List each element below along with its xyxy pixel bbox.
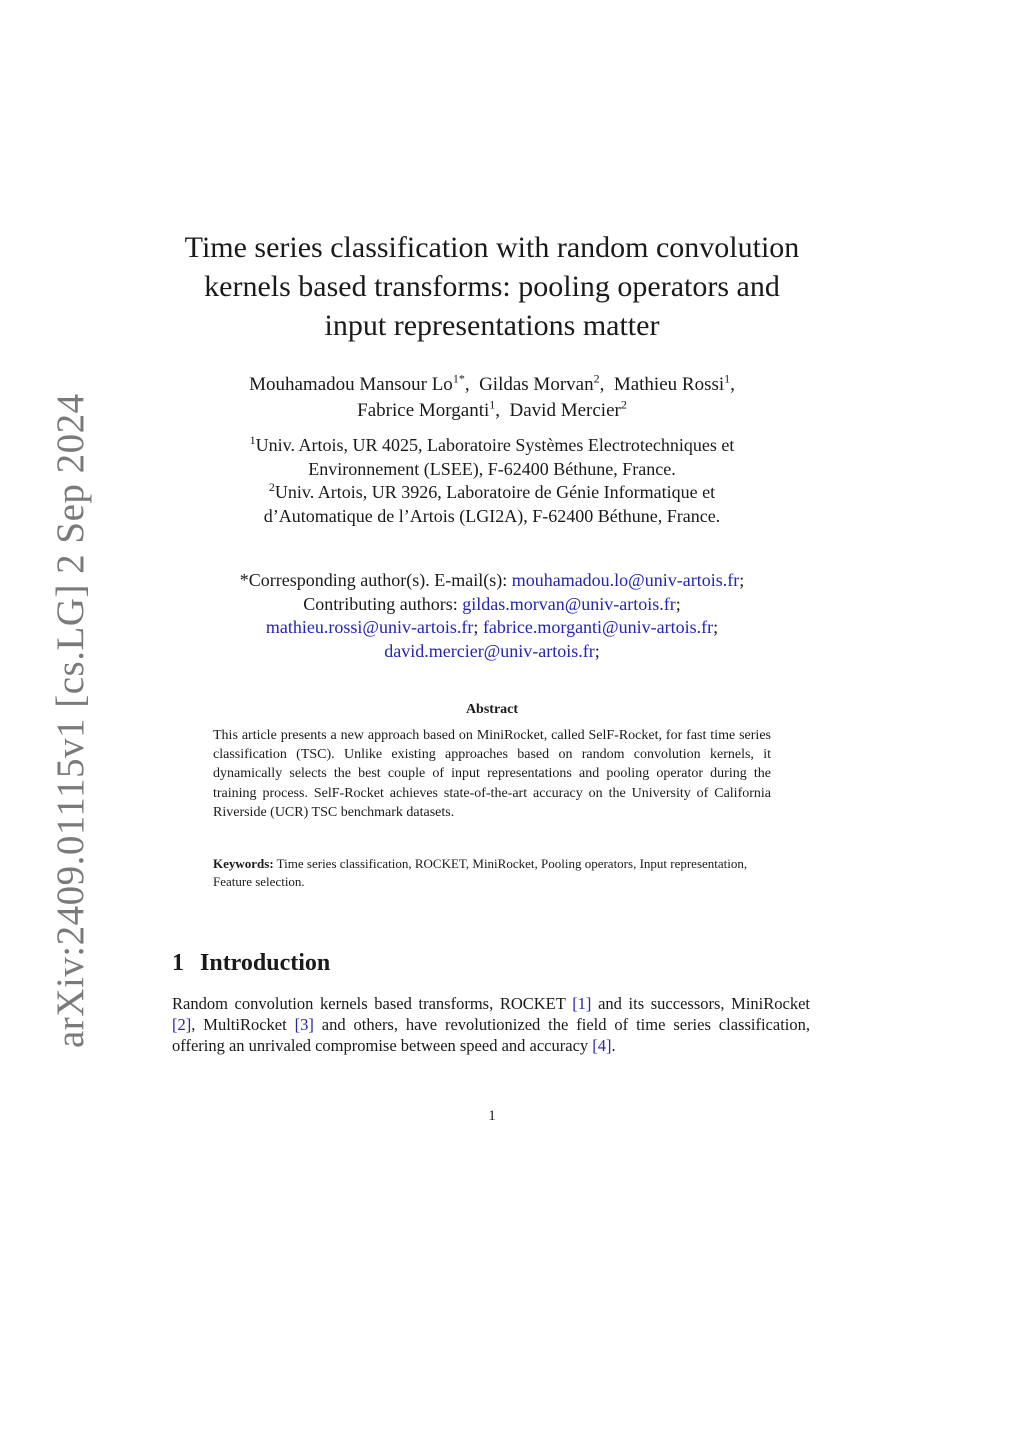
page-number: 1 — [488, 1108, 496, 1124]
author-affiliation-mark: 2 — [593, 371, 600, 386]
author-name: Fabrice Morganti — [357, 400, 490, 421]
citation-link[interactable]: [4] — [592, 1036, 612, 1055]
keywords — [213, 855, 771, 890]
citation-link[interactable]: [3] — [294, 1015, 314, 1034]
arxiv-identifier-stamp: arXiv:2409.01115v1 [cs.LG] 2 Sep 2024 — [49, 393, 92, 1048]
section-title: Introduction — [200, 950, 331, 976]
affiliations — [172, 434, 812, 528]
title-line-1: Time series classification with random convolution — [184, 231, 800, 264]
author-name: David Mercier — [509, 400, 621, 421]
email-link-lo[interactable]: mouhamadou.lo@univ-artois.fr — [511, 570, 740, 590]
title-line-2: kernels based transforms: pooling operators and — [204, 270, 780, 303]
email-link-rossi[interactable]: mathieu.rossi@univ-artois.fr — [265, 617, 474, 637]
corresponding-author-label: *Corresponding author(s). E-mail(s): — [239, 570, 512, 590]
author-affiliation-mark: 1* — [452, 371, 465, 386]
author-name: Gildas Morvan — [479, 374, 594, 395]
section-number: 1 — [172, 950, 184, 976]
author-list: Mouhamadou Mansour $Lo^{1*}$, Gildas Morvan$^2$, Mathieu Rossi$^1$, Fabrice Morganti$^1$, David Mercier$^2$ — [249, 371, 735, 421]
author-affiliation-mark: 1 — [489, 397, 496, 412]
abstract-heading: Abstract — [465, 702, 519, 717]
introduction-paragraph: Random convolution kernels based transforms, ROCKET [1] and its successors, MiniRocket [2], MultiRocket [3] and others, have revolutionized the field of time series classification, offering an unrivaled compromise between speed and accuracy [4]. — [172, 994, 811, 1055]
author-name: Mouhamadou Mansour Lo — [249, 374, 453, 395]
email-link-morganti[interactable]: fabrice.morganti@univ-artois.fr — [482, 617, 714, 637]
author-name: Mathieu Rossi — [613, 374, 725, 395]
paper-title — [172, 228, 812, 345]
affiliation-mark: 2 — [268, 480, 275, 494]
email-link-morvan[interactable]: gildas.morvan@univ-artois.fr — [462, 593, 676, 614]
abstract-text: This article presents a new approach based on MiniRocket, called SelF-Rocket, for fast time series classification (TSC). Unlike existing approaches based on random convolution kernels, it dynamically selects the best couple of input representations and pooling operator during the training process. SelF-Rocket achieves state-of-the-art accuracy on the University of California Riverside (UCR) TSC benchmark datasets. — [213, 728, 771, 820]
affiliation-mark: 1 — [249, 433, 256, 447]
affiliation-2-line-2: d’Automatique de l’Artois (LGI2A), F-62400 Béthune, France. — [263, 505, 721, 526]
citation-link[interactable]: [2] — [172, 1015, 192, 1034]
keywords-text: Time series classification, ROCKET, MiniRocket, Pooling operators, Input representation, Feature selection. — [213, 856, 748, 889]
author-affiliation-mark: 1 — [724, 371, 731, 386]
citation-link[interactable]: [1] — [572, 994, 592, 1013]
section-heading-introduction — [172, 950, 812, 977]
affiliation-2-line-1: Univ. Artois, UR 3926, Laboratoire de Génie Informatique et — [274, 482, 716, 502]
author-affiliation-mark: 2 — [620, 397, 627, 412]
affiliation-1-line-2: Environnement (LSEE), F-62400 Béthune, France. — [308, 458, 676, 479]
affiliation-1-line-1: Univ. Artois, UR 4025, Laboratoire Systèmes Electrotechniques et — [255, 435, 735, 455]
contributing-authors-label: Contributing authors: — [303, 593, 463, 614]
keywords-label: Keywords: — [213, 856, 274, 871]
contact-emails: *Corresponding author(s). E-mail(s): mouhamadou.lo@univ-artois.fr; Contributing authors: gildas.morvan@univ-artois.fr; mathieu.rossi@univ-artois.fr; fabrice.morganti@univ-artois.fr; david.mercier@univ-artois.fr; — [239, 570, 745, 661]
email-link-mercier[interactable]: david.mercier@univ-artois.fr — [384, 640, 595, 661]
title-line-3: input representations matter — [324, 309, 660, 342]
